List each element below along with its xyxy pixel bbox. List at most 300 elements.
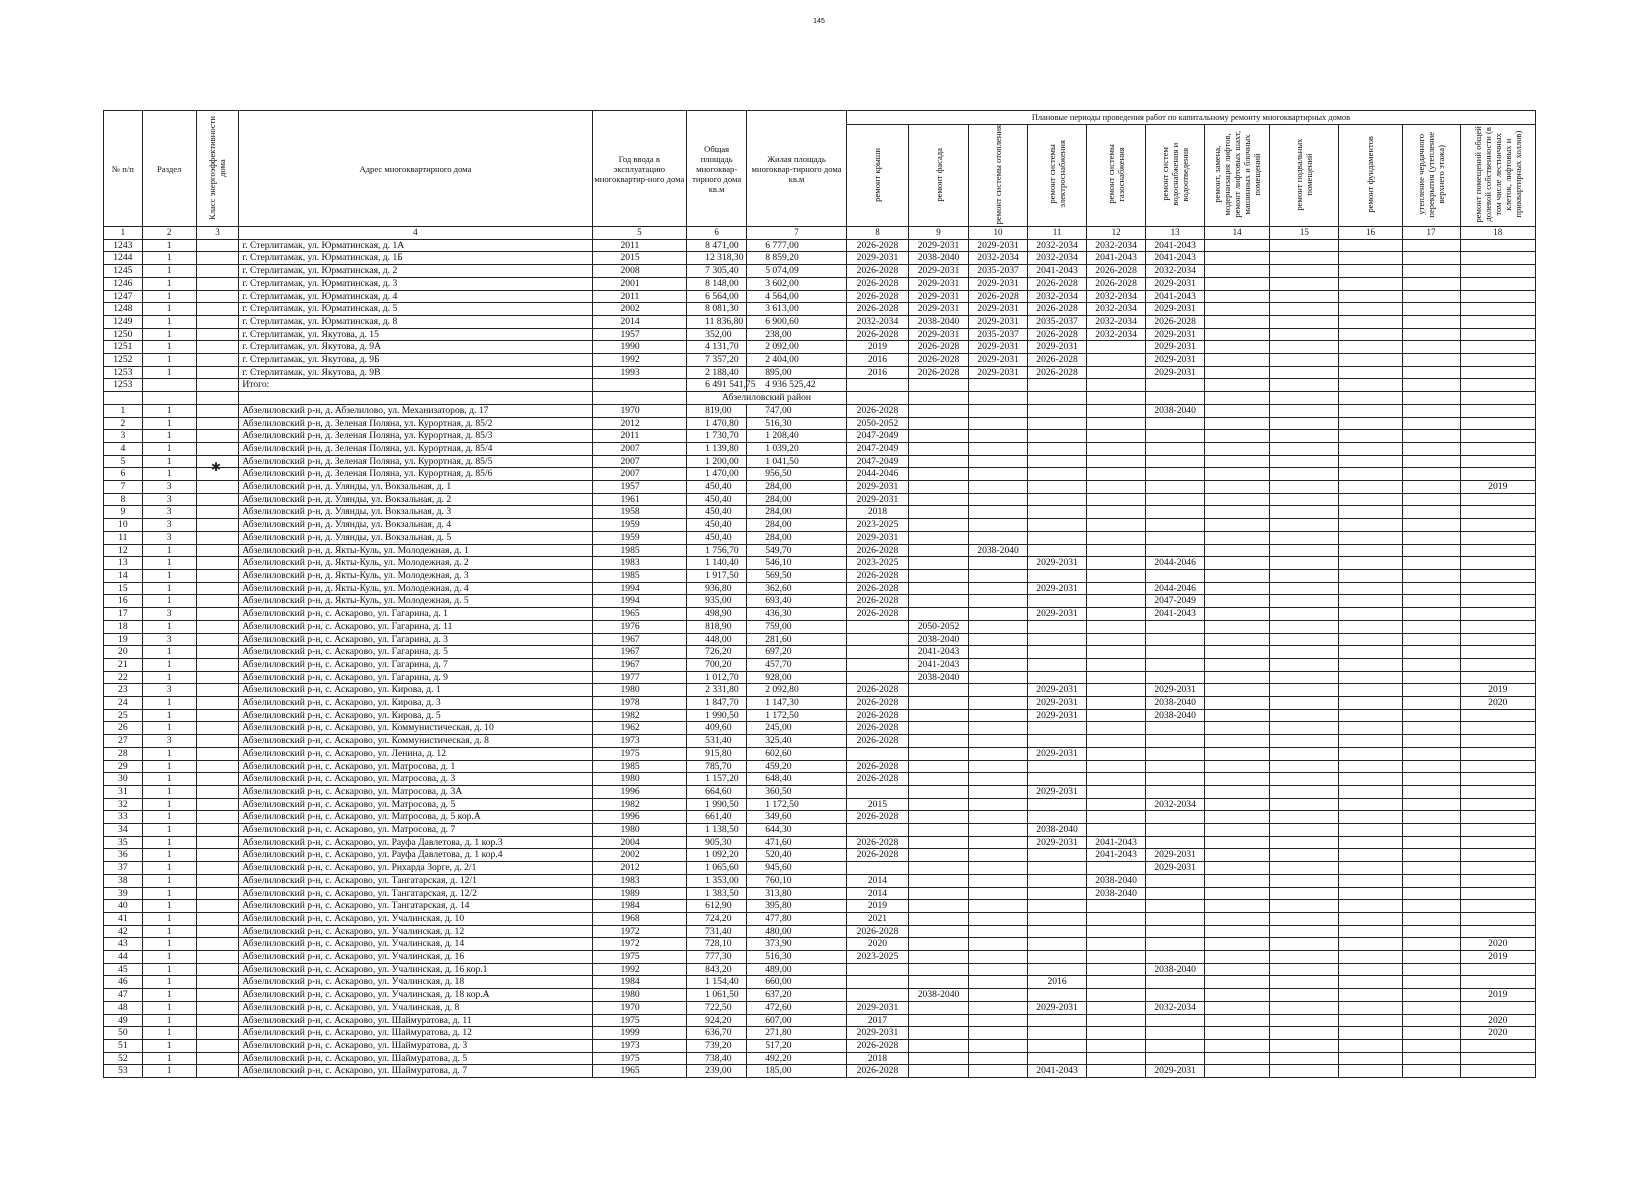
table-cell: [1205, 646, 1270, 659]
table-cell: 1 990,50: [687, 798, 747, 811]
table-row: [104, 798, 1536, 811]
table-cell: 2026-2028: [909, 366, 969, 379]
table-cell: [1339, 315, 1402, 328]
table-cell: Абзелиловский р-н, с. Аскарово, ул. Учалинская, д. 8: [239, 1001, 592, 1014]
table-cell: 2029-2031: [969, 277, 1028, 290]
table-cell: 1: [142, 265, 196, 278]
table-cell: [1460, 925, 1535, 938]
table-cell: 2001: [592, 277, 687, 290]
table-cell: [1339, 519, 1402, 532]
table-cell: [1270, 595, 1339, 608]
table-cell: [1146, 887, 1205, 900]
table-cell: [1270, 1014, 1339, 1027]
table-cell: [1339, 963, 1402, 976]
table-cell: [1087, 608, 1146, 621]
table-cell: [196, 658, 239, 671]
table-cell: [1205, 849, 1270, 862]
table-cell: 1980: [592, 684, 687, 697]
table-cell: 2038-2040: [1146, 404, 1205, 417]
table-cell: 2032-2034: [1028, 252, 1087, 265]
table-cell: [1028, 519, 1087, 532]
table-cell: [1460, 747, 1535, 760]
table-cell: 2023-2025: [846, 519, 908, 532]
table-cell: [196, 633, 239, 646]
table-cell: [1087, 798, 1146, 811]
table-cell: 1982: [592, 709, 687, 722]
table-cell: [196, 785, 239, 798]
table-cell: 29: [104, 760, 143, 773]
table-cell: 2029-2031: [969, 303, 1028, 316]
table-cell: [196, 506, 239, 519]
table-cell: [196, 544, 239, 557]
table-cell: [1205, 442, 1270, 455]
table-cell: 2035-2037: [969, 328, 1028, 341]
table-cell: [196, 912, 239, 925]
table-cell: [1087, 925, 1146, 938]
table-cell: [969, 404, 1028, 417]
table-cell: 45: [104, 963, 143, 976]
total-row: [104, 379, 1536, 392]
table-cell: [1402, 277, 1460, 290]
table-cell: [1087, 366, 1146, 379]
table-row: [104, 1040, 1536, 1053]
table-cell: 2035-2037: [1028, 315, 1087, 328]
capital-repair-schedule-table: [103, 110, 1536, 1078]
table-cell: [1270, 417, 1339, 430]
table-cell: 1: [142, 303, 196, 316]
table-cell: 48: [104, 1001, 143, 1014]
table-cell: [909, 531, 969, 544]
table-row: [104, 354, 1536, 367]
table-cell: Абзелиловский р-н, с. Аскарово, ул. Матросова, д. 3: [239, 773, 592, 786]
table-cell: [1339, 862, 1402, 875]
table-cell: 2029-2031: [1028, 747, 1087, 760]
table-cell: [1339, 658, 1402, 671]
table-cell: 785,70: [687, 760, 747, 773]
table-cell: [1270, 544, 1339, 557]
table-cell: [909, 760, 969, 773]
table-cell: [969, 468, 1028, 481]
table-cell: [1270, 354, 1339, 367]
table-cell: 2032-2034: [1146, 1001, 1205, 1014]
table-cell: [1402, 315, 1460, 328]
table-cell: 2017: [846, 1014, 908, 1027]
table-cell: 2038-2040: [1087, 887, 1146, 900]
table-cell: Абзелиловский р-н, с. Аскарово, ул. Матросова, д. 1: [239, 760, 592, 773]
table-cell: [1270, 658, 1339, 671]
table-cell: [1339, 1001, 1402, 1014]
table-cell: 1247: [104, 290, 143, 303]
table-cell: [1087, 824, 1146, 837]
table-cell: [1339, 303, 1402, 316]
table-cell: [1205, 951, 1270, 964]
table-cell: 1: [142, 824, 196, 837]
table-cell: [196, 1040, 239, 1053]
table-cell: 2038-2040: [1146, 697, 1205, 710]
table-cell: [1205, 722, 1270, 735]
table-cell: [196, 404, 239, 417]
table-cell: 2038-2040: [1146, 709, 1205, 722]
header-total-area: Общая площадь многоквар-тирного дома кв.м: [687, 111, 747, 227]
table-cell: [1028, 938, 1087, 951]
table-cell: [1460, 544, 1535, 557]
table-cell: 1992: [592, 354, 687, 367]
table-cell: [969, 798, 1028, 811]
table-cell: [1460, 1001, 1535, 1014]
table-cell: 2032-2034: [1028, 290, 1087, 303]
table-cell: 2014: [846, 874, 908, 887]
table-cell: [1087, 379, 1146, 392]
table-cell: [1146, 379, 1205, 392]
table-cell: 1: [142, 722, 196, 735]
table-cell: Абзелиловский р-н, д. Зеленая Поляна, ул. Курортная, д. 85/3: [239, 430, 592, 443]
table-cell: [969, 951, 1028, 964]
table-cell: [1205, 989, 1270, 1002]
table-cell: 2029-2031: [1028, 684, 1087, 697]
table-cell: [1402, 493, 1460, 506]
table-cell: [1146, 506, 1205, 519]
table-cell: [1087, 951, 1146, 964]
table-cell: 1: [142, 620, 196, 633]
table-cell: 531,40: [687, 735, 747, 748]
table-cell: [969, 658, 1028, 671]
table-cell: [1028, 1014, 1087, 1027]
table-cell: [909, 1027, 969, 1040]
table-cell: [1402, 684, 1460, 697]
table-cell: 3: [142, 531, 196, 544]
table-cell: [909, 1052, 969, 1065]
table-cell: 2014: [592, 315, 687, 328]
table-cell: [1339, 874, 1402, 887]
table-cell: 2026-2028: [1087, 277, 1146, 290]
table-cell: [1402, 849, 1460, 862]
table-cell: [1087, 1040, 1146, 1053]
table-cell: [1205, 976, 1270, 989]
table-cell: 448,00: [687, 633, 747, 646]
table-cell: 924,20: [687, 1014, 747, 1027]
table-cell: [909, 697, 969, 710]
table-cell: [196, 1065, 239, 1078]
table-cell: 1: [142, 1014, 196, 1027]
table-cell: [969, 760, 1028, 773]
table-cell: [909, 481, 969, 494]
table-cell: [1087, 900, 1146, 913]
table-cell: [1339, 252, 1402, 265]
table-cell: [1402, 379, 1460, 392]
table-cell: 31: [104, 785, 143, 798]
table-cell: [1270, 531, 1339, 544]
table-cell: [1339, 709, 1402, 722]
table-cell: [1028, 862, 1087, 875]
table-cell: 2012: [592, 417, 687, 430]
table-cell: 1: [142, 1052, 196, 1065]
table-cell: 2041-2043: [909, 658, 969, 671]
header-facade-repair: ремонт фасада: [909, 125, 969, 227]
table-cell: 9: [104, 506, 143, 519]
table-cell: [1339, 785, 1402, 798]
table-cell: 2020: [1460, 697, 1535, 710]
table-cell: [1460, 303, 1535, 316]
table-cell: [196, 417, 239, 430]
table-cell: [909, 963, 969, 976]
table-cell: 700,20: [687, 658, 747, 671]
table-row: [104, 1065, 1536, 1078]
table-cell: [909, 709, 969, 722]
table-cell: [1270, 582, 1339, 595]
table-cell: 19: [104, 633, 143, 646]
table-cell: [1028, 493, 1087, 506]
table-cell: 2032-2034: [1087, 303, 1146, 316]
table-cell: [1402, 252, 1460, 265]
table-cell: [1087, 1052, 1146, 1065]
table-cell: [1146, 442, 1205, 455]
table-cell: 1 061,50: [687, 989, 747, 1002]
table-cell: [969, 722, 1028, 735]
table-cell: 520,40: [747, 849, 847, 862]
table-cell: Абзелиловский р-н, с. Аскарово, ул. Гагарина, д. 3: [239, 633, 592, 646]
table-cell: [1460, 773, 1535, 786]
table-cell: 1: [142, 811, 196, 824]
table-cell: [196, 951, 239, 964]
table-cell: [1339, 849, 1402, 862]
table-cell: 1959: [592, 531, 687, 544]
table-cell: [1028, 989, 1087, 1002]
table-cell: Абзелиловский р-н, д. Зеленая Поляна, ул. Курортная, д. 85/2: [239, 417, 592, 430]
table-cell: 2029-2031: [1028, 785, 1087, 798]
table-cell: [969, 989, 1028, 1002]
table-cell: [1270, 239, 1339, 252]
table-cell: [1402, 1065, 1460, 1078]
table-cell: [909, 836, 969, 849]
table-cell: 2019: [846, 900, 908, 913]
table-cell: [1270, 773, 1339, 786]
table-cell: 53: [104, 1065, 143, 1078]
table-cell: [1205, 481, 1270, 494]
table-cell: [909, 951, 969, 964]
table-cell: 4 131,70: [687, 341, 747, 354]
table-cell: [196, 557, 239, 570]
table-cell: [1087, 862, 1146, 875]
table-cell: 2026-2028: [846, 849, 908, 862]
table-row: [104, 290, 1536, 303]
table-cell: 2026-2028: [846, 1065, 908, 1078]
table-cell: [1087, 569, 1146, 582]
table-cell: 2026-2028: [846, 836, 908, 849]
table-cell: [1146, 824, 1205, 837]
table-cell: [1028, 773, 1087, 786]
table-cell: [1205, 608, 1270, 621]
table-cell: [1087, 417, 1146, 430]
table-cell: 2032-2034: [1146, 798, 1205, 811]
table-cell: 8 859,20: [747, 252, 847, 265]
column-numbers-row: [104, 227, 1536, 240]
table-row: [104, 481, 1536, 494]
table-row: [104, 455, 1536, 468]
table-cell: [196, 519, 239, 532]
table-cell: 41: [104, 912, 143, 925]
table-cell: [969, 874, 1028, 887]
table-cell: 1983: [592, 557, 687, 570]
table-cell: 436,30: [747, 608, 847, 621]
table-cell: [1028, 735, 1087, 748]
table-cell: [1402, 887, 1460, 900]
column-number-cell: 13: [1146, 227, 1205, 240]
table-cell: Абзелиловский р-н, с. Аскарово, ул. Коммунистическая, д. 10: [239, 722, 592, 735]
table-cell: 1962: [592, 722, 687, 735]
table-cell: 12 318,30: [687, 252, 747, 265]
table-cell: [1270, 976, 1339, 989]
table-cell: [1270, 938, 1339, 951]
table-cell: 1: [142, 900, 196, 913]
table-cell: 1: [142, 874, 196, 887]
table-cell: [1339, 1065, 1402, 1078]
table-cell: [1270, 824, 1339, 837]
table-cell: 1984: [592, 900, 687, 913]
table-cell: 2032-2034: [1087, 315, 1146, 328]
table-cell: [1270, 379, 1339, 392]
table-cell: [1205, 239, 1270, 252]
table-cell: [1339, 925, 1402, 938]
table-cell: [1460, 633, 1535, 646]
table-cell: 1: [142, 697, 196, 710]
table-cell: 819,00: [687, 404, 747, 417]
table-cell: [1146, 773, 1205, 786]
table-cell: [909, 455, 969, 468]
table-cell: [969, 455, 1028, 468]
table-cell: [969, 912, 1028, 925]
table-cell: 760,10: [747, 874, 847, 887]
table-cell: Абзелиловский р-н, д. Абзелилово, ул. Механизаторов, д. 17: [239, 404, 592, 417]
table-cell: [1028, 963, 1087, 976]
table-cell: [1087, 671, 1146, 684]
table-cell: [196, 849, 239, 862]
table-cell: 36: [104, 849, 143, 862]
table-cell: 11 836,80: [687, 315, 747, 328]
table-cell: 3: [142, 506, 196, 519]
table-cell: 2029-2031: [1146, 277, 1205, 290]
table-cell: [1028, 722, 1087, 735]
table-cell: [1087, 760, 1146, 773]
table-cell: [1087, 646, 1146, 659]
table-cell: 936,80: [687, 582, 747, 595]
table-row: [104, 722, 1536, 735]
table-cell: Абзелиловский р-н, д. Зеленая Поляна, ул. Курортная, д. 85/6: [239, 468, 592, 481]
table-cell: 1: [142, 887, 196, 900]
table-cell: [1460, 798, 1535, 811]
table-cell: [1460, 506, 1535, 519]
table-row: [104, 303, 1536, 316]
table-cell: 2026-2028: [846, 709, 908, 722]
table-cell: [909, 1014, 969, 1027]
table-cell: [1402, 760, 1460, 773]
table-cell: 360,50: [747, 785, 847, 798]
table-cell: [1339, 290, 1402, 303]
table-cell: 1: [142, 557, 196, 570]
table-cell: [1270, 709, 1339, 722]
table-cell: 1252: [104, 354, 143, 367]
table-cell: [1270, 1001, 1339, 1014]
table-cell: г. Стерлитамак, ул. Якутова, д. 15: [239, 328, 592, 341]
table-cell: [909, 1040, 969, 1053]
table-cell: [1205, 798, 1270, 811]
table-cell: Абзелиловский р-н, д. Якты-Куль, ул. Молодежная, д. 4: [239, 582, 592, 595]
table-cell: [1205, 506, 1270, 519]
table-cell: [1270, 760, 1339, 773]
table-cell: 728,10: [687, 938, 747, 951]
table-cell: [846, 824, 908, 837]
table-cell: 2029-2031: [846, 481, 908, 494]
table-cell: [1402, 836, 1460, 849]
table-cell: [969, 608, 1028, 621]
table-cell: Абзелиловский р-н, с. Аскарово, ул. Матросова, д. 3А: [239, 785, 592, 798]
table-cell: [1402, 785, 1460, 798]
table-cell: [1339, 468, 1402, 481]
table-cell: [1339, 277, 1402, 290]
table-cell: [969, 569, 1028, 582]
table-cell: [1087, 468, 1146, 481]
table-cell: [1270, 951, 1339, 964]
table-cell: [1028, 595, 1087, 608]
table-cell: [1205, 785, 1270, 798]
table-cell: [909, 519, 969, 532]
table-cell: [846, 963, 908, 976]
table-cell: Абзелиловский р-н, с. Аскарово, ул. Гагарина, д. 11: [239, 620, 592, 633]
table-cell: [1087, 735, 1146, 748]
table-cell: [196, 1001, 239, 1014]
table-cell: 1 012,70: [687, 671, 747, 684]
table-cell: [1270, 747, 1339, 760]
table-cell: [1339, 1027, 1402, 1040]
table-cell: [1339, 595, 1402, 608]
table-cell: 4 564,00: [747, 290, 847, 303]
table-row: [104, 328, 1536, 341]
table-cell: [909, 887, 969, 900]
table-cell: [1028, 620, 1087, 633]
table-cell: [1146, 722, 1205, 735]
table-cell: 3: [142, 481, 196, 494]
table-cell: 2026-2028: [846, 303, 908, 316]
table-cell: [1205, 265, 1270, 278]
table-cell: 2026-2028: [846, 608, 908, 621]
column-number-cell: 8: [846, 227, 908, 240]
table-cell: [846, 646, 908, 659]
header-basement-repair: ремонт подвальных помещений: [1270, 125, 1339, 227]
table-cell: 40: [104, 900, 143, 913]
table-cell: [1339, 506, 1402, 519]
table-row: [104, 493, 1536, 506]
table-cell: 12: [104, 544, 143, 557]
table-cell: [1339, 379, 1402, 392]
table-cell: Абзелиловский р-н, д. Зеленая Поляна, ул. Курортная, д. 85/5: [239, 455, 592, 468]
table-cell: 1: [142, 836, 196, 849]
table-cell: 2029-2031: [909, 290, 969, 303]
table-cell: 27: [104, 735, 143, 748]
table-row: [104, 531, 1536, 544]
table-cell: 32: [104, 798, 143, 811]
table-cell: 1983: [592, 874, 687, 887]
table-cell: 1 138,50: [687, 824, 747, 837]
table-row: [104, 544, 1536, 557]
table-cell: [592, 379, 687, 392]
table-cell: [1402, 1052, 1460, 1065]
table-cell: 2038-2040: [1028, 824, 1087, 837]
table-cell: [1087, 709, 1146, 722]
table-cell: 238,00: [747, 328, 847, 341]
table-cell: 38: [104, 874, 143, 887]
table-cell: [1402, 963, 1460, 976]
table-cell: 2002: [592, 849, 687, 862]
table-row: [104, 1052, 1536, 1065]
